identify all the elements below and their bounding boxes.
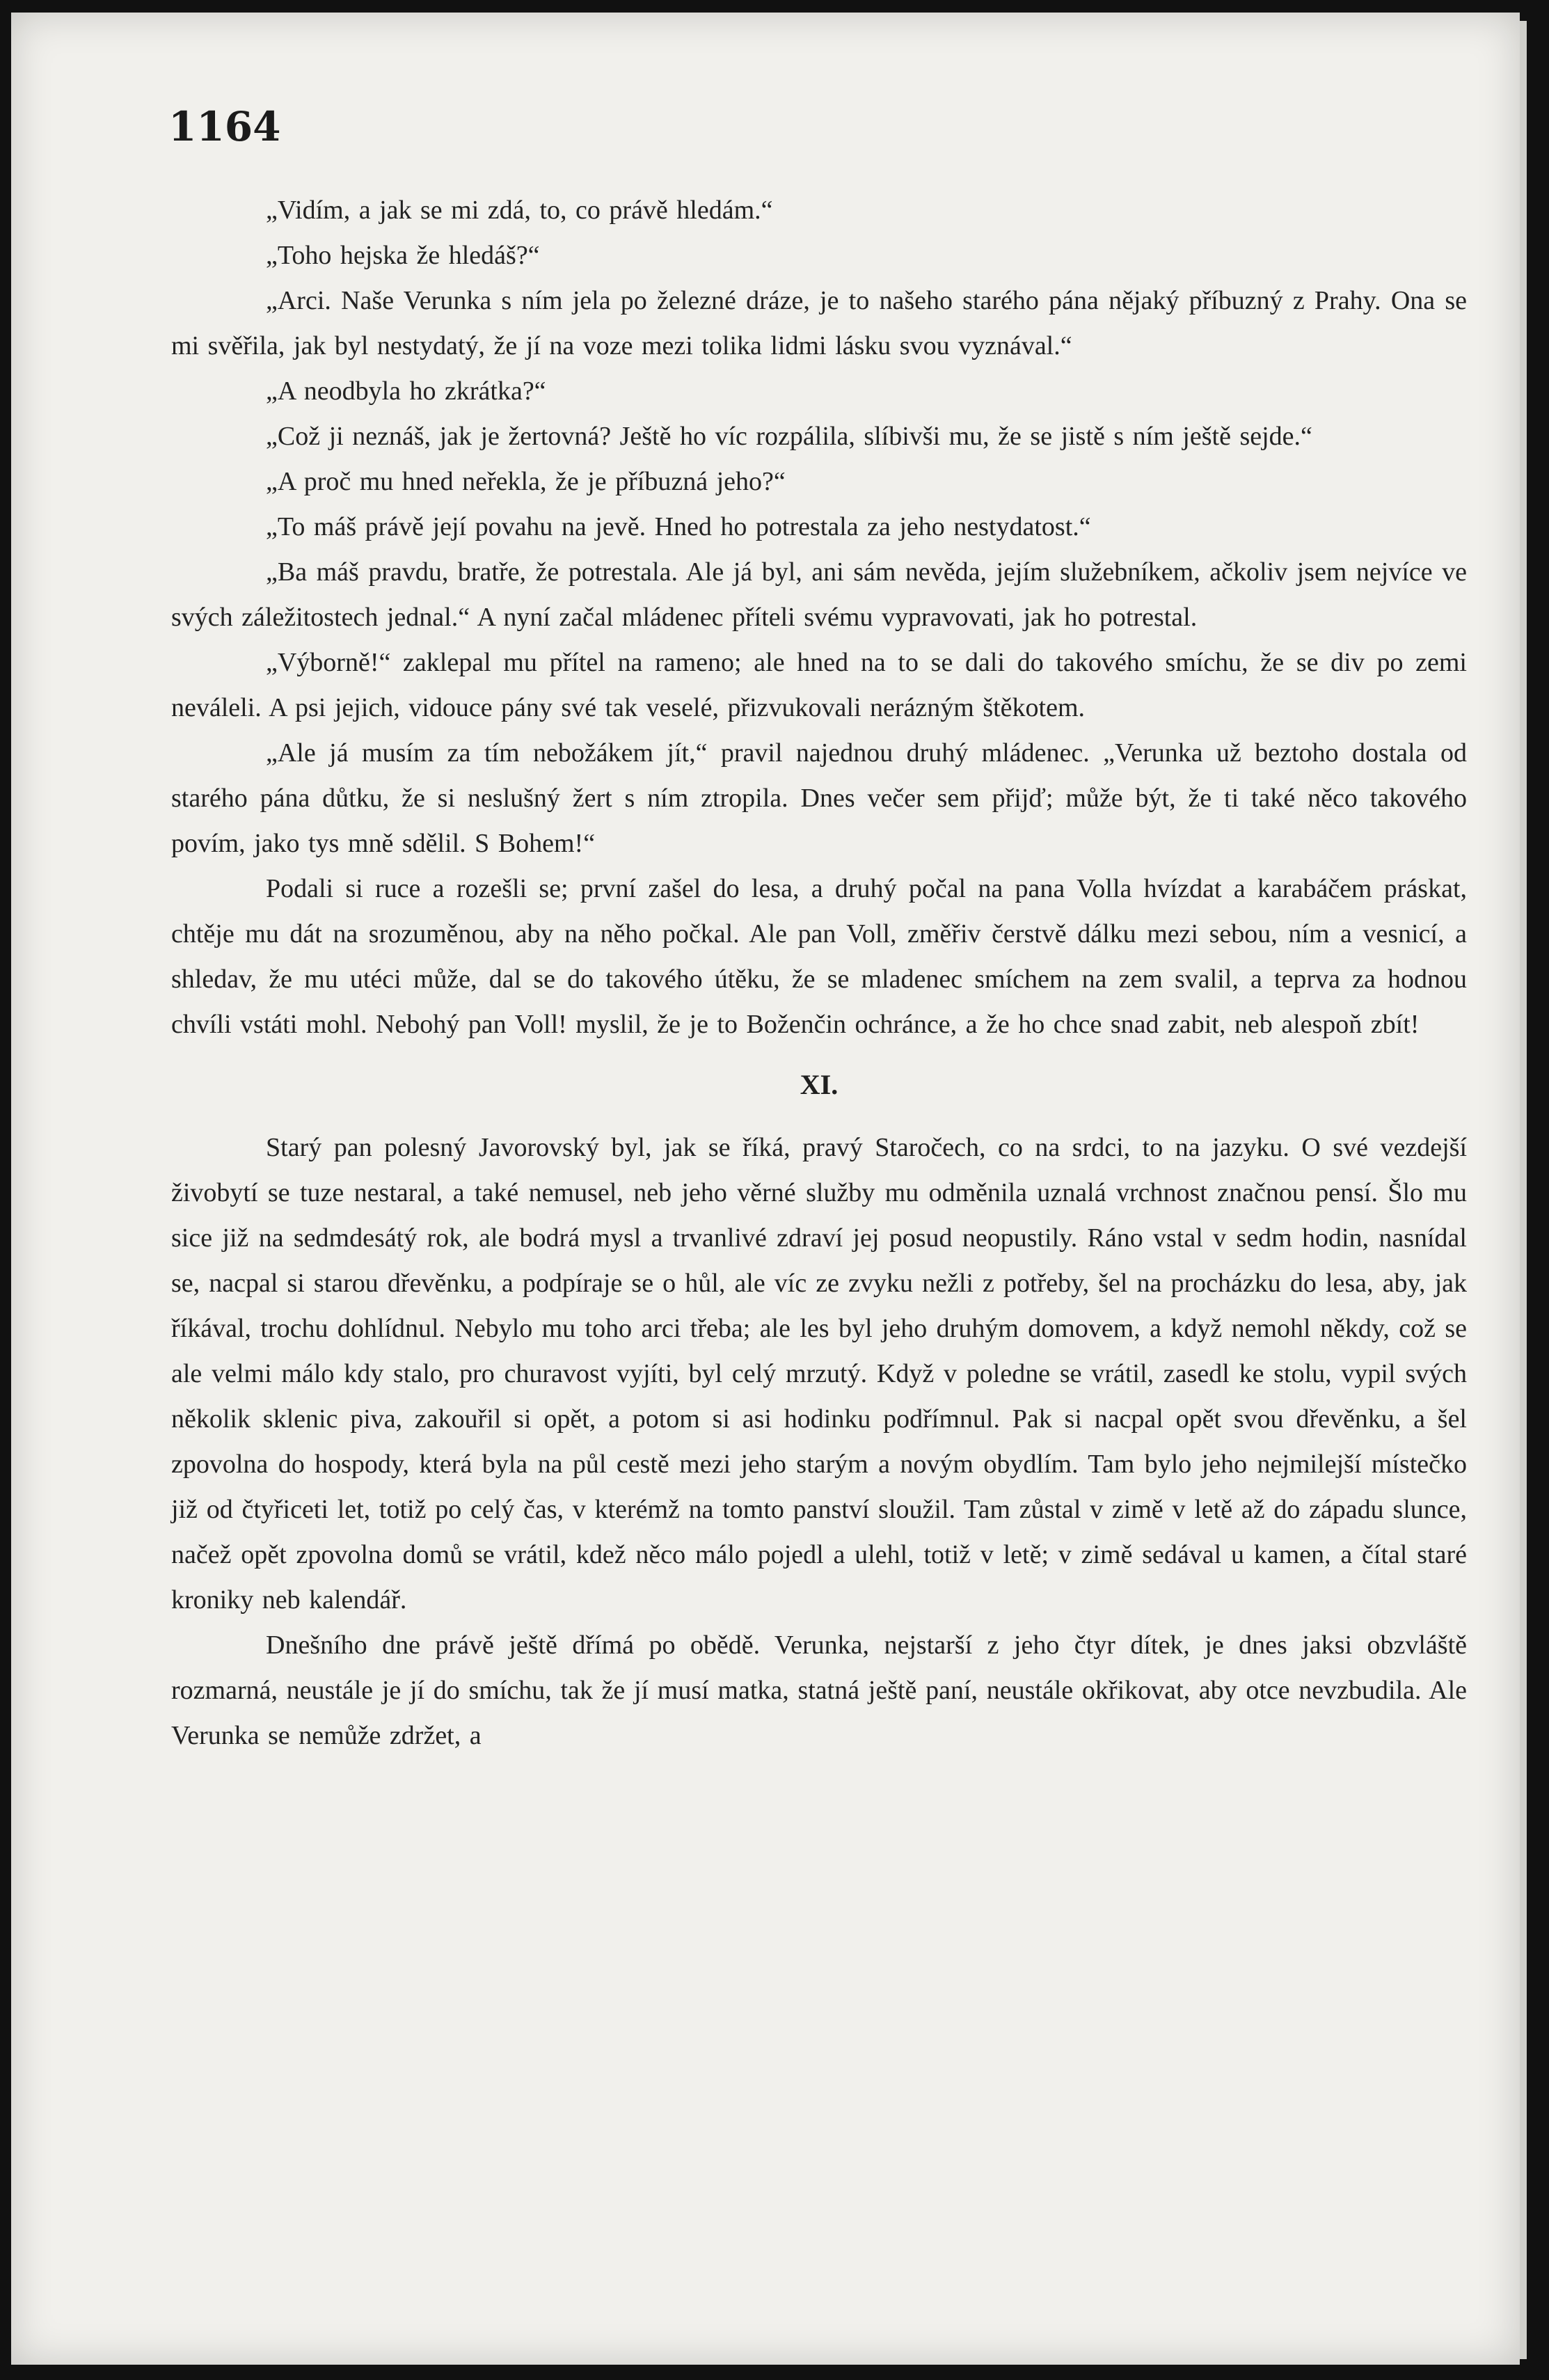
paragraph: „A proč mu hned neřekla, že je příbuzná jeho?“ bbox=[266, 467, 786, 496]
paragraph: „Výborně!“ zaklepal mu přítel na rameno; ale hned na to se dali do takového smíchu, že se div po zemi neváleli. A psi jejich, vidouce pány své tak veselé, přizvukovali nerázným štěkotem. bbox=[171, 648, 1467, 722]
paragraph: „To máš právě její povahu na jevě. Hned ho potrestala za jeho nestydatost.“ bbox=[266, 512, 1091, 541]
paragraph: „Ba máš pravdu, bratře, že potrestala. Ale já byl, ani sám nevěda, jejím služebníkem, ačkoliv jsem nejvíce ve svých záležitostech jednal.“ A nyní začal mládenec příteli svému vypravovati, jak ho potrestal. bbox=[171, 557, 1467, 632]
paragraph: „Což ji neznáš, jak je žertovná? Ještě ho víc rozpálila, slíbivši mu, že se jistě s ním ještě sejde.“ bbox=[266, 422, 1312, 451]
page-number: 1164 bbox=[168, 103, 281, 150]
page-text bbox=[171, 188, 1467, 1759]
paragraph: Dnešního dne právě ještě dřímá po obědě. Verunka, nejstarší z jeho čtyr dítek, je dnes jaksi obzvláště rozmarná, neustále je jí do smíchu, tak že jí musí matka, statná ještě paní, neustále okřikovat, aby otce nevzbudila. Ale Verunka se nemůže zdržet, a bbox=[171, 1631, 1467, 1750]
paragraph: „Arci. Naše Verunka s ním jela po železné dráze, je to našeho starého pána nějaký příbuzný z Prahy. Ona se mi svěřila, jak byl nestydatý, že jí na voze mezi tolika lidmi lásku svou vyznával.“ bbox=[171, 286, 1467, 360]
paragraph: Podali si ruce a rozešli se; první zašel do lesa, a druhý počal na pana Volla hvízdat a karabáčem práskat, chtěje mu dát na srozuměnou, aby na něho počkal. Ale pan Voll, změřiv čerstvě dálku mezi sebou, ním a vesnicí, a shledav, že mu utéci může, dal se do takového útěku, že se mladenec smíchem na zem svalil, a teprva za hodnou chvíli vstáti mohl. Nebohý pan Voll! myslil, že je to Boženčin ochránce, a že ho chce snad zabit, neb alespoň zbít! bbox=[171, 874, 1467, 1039]
paragraph: Starý pan polesný Javorovský byl, jak se říká, pravý Staročech, co na srdci, to na jazyku. O své vezdejší živobytí se tuze nestaral, a také nemusel, neb jeho věrné služby mu odměnila uznalá vrchnost značnou pensí. Šlo mu sice již na sedmdesátý rok, ale bodrá mysl a trvanlivé zdraví jej posud neopustily. Ráno vstal v sedm hodin, nasnídal se, nacpal si starou dřevěnku, a podpíraje se o hůl, ale víc ze zvyku nežli z potřeby, šel na procházku do lesa, aby, jak říkával, trochu dohlídnul. Nebylo mu toho arci třeba; ale les byl jeho druhým domovem, a když nemohl někdy, což se ale velmi málo kdy stalo, pro churavost vyjíti, byl celý mrzutý. Když v poledne se vrátil, zasedl ke stolu, vypil svých několik sklenic piva, zakouřil si opět, a potom si asi hodinku podřímnul. Pak si nacpal opět svou dřevěnku, a šel zpovolna do hospody, která byla na půl cestě mezi jeho starým a novým obydlím. Tam bylo jeho nejmilejší místečko již od čtyřiceti let, totiž po celý čas, v kterémž na tomto panství sloužil. Tam zůstal v zimě v letě až do západu slunce, načež opět zpovolna domů se vrátil, kdež něco málo pojedl a ulehl, totiž v letě; v zimě sedával u kamen, a čítal staré kroniky neb kalendář. bbox=[171, 1133, 1467, 1615]
paragraph: „Toho hejska že hledáš?“ bbox=[266, 241, 540, 270]
paragraph: „A neodbyla ho zkrátka?“ bbox=[266, 376, 546, 406]
page-edge bbox=[1520, 21, 1527, 2359]
chapter-heading: XI. bbox=[800, 1069, 839, 1100]
paragraph: „Vidím, a jak se mi zdá, to, co právě hledám.“ bbox=[266, 196, 773, 225]
paragraph: „Ale já musím za tím nebožákem jít,“ pravil najednou druhý mládenec. „Verunka už beztoho dostala od starého pána důtku, že si neslušný žert s ním ztropila. Dnes večer sem přijď; může být, že ti také něco takového povím, jako tys mně sdělil. S Bohem!“ bbox=[171, 738, 1467, 858]
